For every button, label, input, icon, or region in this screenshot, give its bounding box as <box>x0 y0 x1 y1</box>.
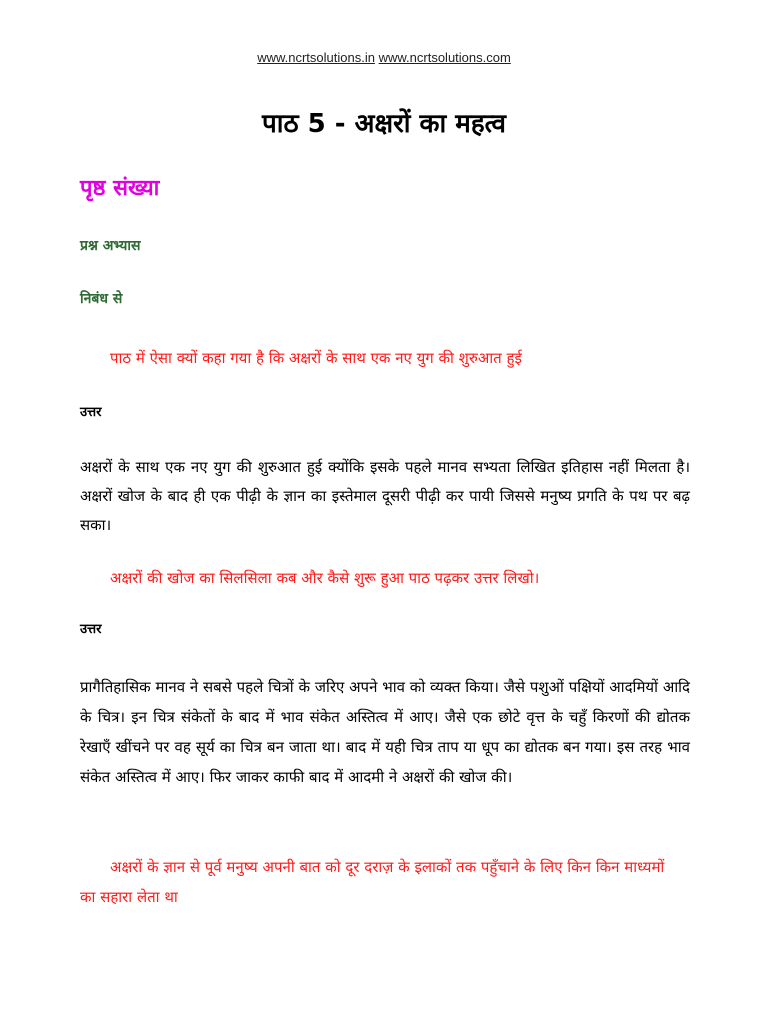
section-heading-essay: निबंध से <box>80 291 123 307</box>
page-number-heading: पृष्ठ संख्या <box>80 176 160 201</box>
website-link-in[interactable]: www.ncrtsolutions.in <box>257 50 375 65</box>
question-3 <box>80 852 680 912</box>
answer-1-label: उत्तर <box>80 405 102 420</box>
section-heading-exercise: प्रश्न अभ्यास <box>80 238 141 254</box>
page-title: पाठ 5 - अक्षरों का महत्व <box>261 109 507 139</box>
question-1 <box>80 343 680 373</box>
question-3-text: अक्षरों के ज्ञान से पूर्व मनुष्य अपनी बात को दूर दराज़ के इलाकों तक पहुँचाने के लिए किन किन माध्यमों का सहारा लेता था <box>80 858 665 906</box>
answer-1: अक्षरों के साथ एक नए युग की शुरुआत हुई क्योंकि इसके पहले मानव सभ्यता लिखित इतिहास नहीं मिलता है। अक्षरों खोज के बाद ही एक पीढ़ी के ज्ञान का इस्तेमाल दूसरी पीढ़ी कर पायी जिससे मनुष्य प्रगति के पथ पर बढ़ सका। <box>80 458 690 534</box>
answer-2: प्रागैतिहासिक मानव ने सबसे पहले चित्रों के जरिए अपने भाव को व्यक्त किया। जैसे पशुओं पक्षियों आदमियों आदि के चित्र। इन चित्र संकेतों के बाद में भाव संकेत अस्तित्व में आए। जैसे एक छोटे वृत्त के चहुँ किरणों की द्योतक रेखाएँ खींचने पर वह सूर्य का चित्र बन जाता था। बाद में यही चित्र ताप या धूप का द्योतक बन गया। इस तरह भाव संकेत अस्तित्व में आए। फिर जाकर काफी बाद में आदमी ने अक्षरों की खोज की। <box>80 678 690 786</box>
website-link-com[interactable]: www.ncrtsolutions.com <box>378 50 511 65</box>
header-links <box>0 50 768 65</box>
answer-2-label: उत्तर <box>80 622 102 637</box>
question-1-text: पाठ में ऐसा क्यों कहा गया है कि अक्षरों के साथ एक नए युग की शुरुआत हुई <box>110 349 522 367</box>
question-2 <box>80 563 680 593</box>
question-2-text: अक्षरों की खोज का सिलसिला कब और कैसे शुरू हुआ पाठ पढ़कर उत्तर लिखो। <box>110 569 540 587</box>
